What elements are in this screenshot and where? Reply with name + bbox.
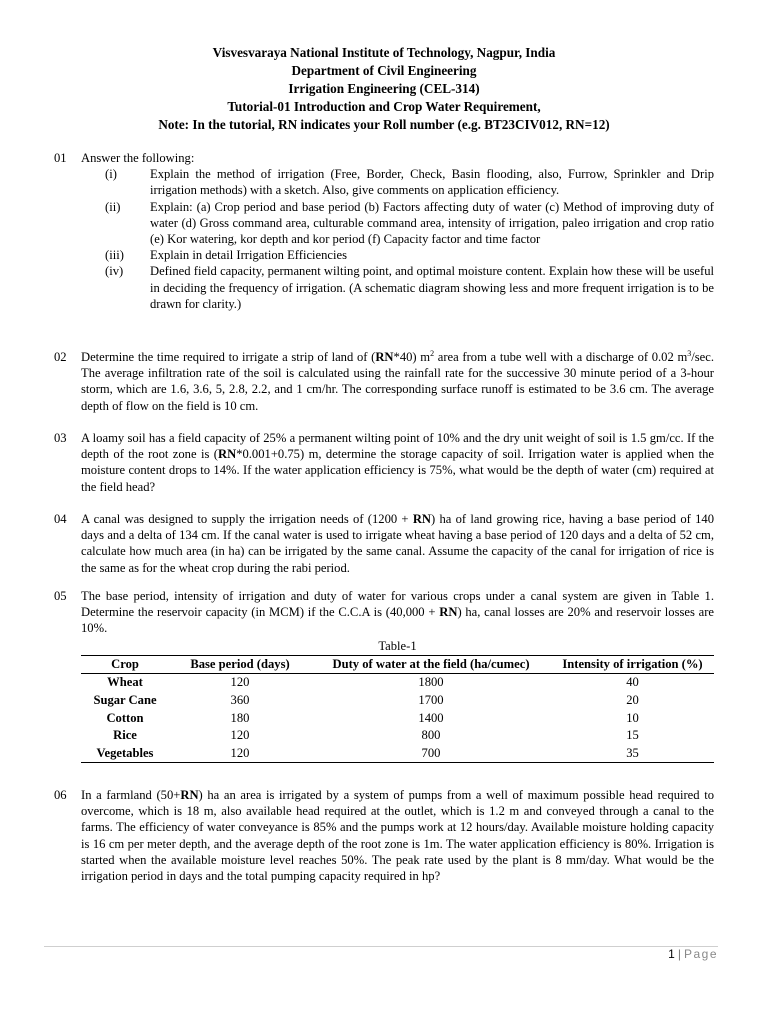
table-cell: 700 [421,745,441,760]
table-cell: 360 [230,693,250,707]
question-text: A canal was designed to supply the irrigation needs of (1200 + RN) ha of land growing rice, having a base period of 140 days and a delta of 134 cm. If the canal water is used to irrigate wheat having a base period of 120 days and a delta of 52 cm, calculate how much area (in ha) can be irrigated by the same canal. Assume the capacity of the canal for irrigation of rice is the same as for the wheat crop during the rabi period. [81,512,714,575]
table-header-row [81,655,714,674]
column-header-intensity: Intensity of irrigation (%) [562,656,703,671]
sub-question-text: Explain in detail Irrigation Efficiencies [150,248,347,263]
page-footer [668,946,718,962]
table-cell: 120 [230,675,250,690]
page-separator: | [677,947,681,961]
table-cell: 120 [230,728,250,743]
sub-question-text: Explain: (a) Crop period and base period (b) Factors affecting duty of water (c) Method of improving duty of water (d) Gross command area, culturable command area, intensity of irrigation, paleo irrigation and crop ratio (e) Kor watering, kor depth and kor period (f) Capacity factor and time factor [150,199,714,247]
table-cell: Vegetables [96,745,154,760]
roman-numeral: (ii) [105,199,121,214]
table-row [81,674,714,692]
department-name: Department of Civil Engineering [291,63,477,78]
table-cell: 20 [626,693,639,707]
table-cell: Cotton [106,710,144,725]
course-title: Irrigation Engineering (CEL-314) [288,81,480,96]
roll-number-note: Note: In the tutorial, RN indicates your Roll number (e.g. BT23CIV012, RN=12) [158,117,610,132]
table-cell: 180 [230,710,250,725]
question-number: 06 [54,788,67,802]
column-header-crop: Crop [111,656,139,671]
table-cell: Rice [113,728,137,743]
roman-numeral: (i) [105,167,117,182]
question-text: Determine the time required to irrigate a strip of land of (RN*40) $m^2$ area from a tube well with a discharge of 0.02 $m^3/\sec$. The average infiltration rate of the soil is calculated using the rainfall rate for the successive 30 minute period of a 3-hour storm, which are 1.6, 3.6, 5, 2.8, 2.2, and 1 cm/hr. The corresponding surface runoff is estimated to be 3.6 cm. The average depth of flow on the field is 10 cm. [81,348,714,413]
table-cell: 35 [626,745,639,760]
question-01 [54,150,714,312]
roman-numeral: (iv) [105,264,124,279]
sub-question-iii [81,247,714,263]
column-header-base-period: Base period (days) [190,656,290,671]
column-header-duty: Duty of water at the field (ha/cumec) [332,656,530,671]
roll-number-variable: RN [180,788,199,802]
table-cell: 40 [626,675,639,690]
question-number: 03 [54,431,67,445]
institute-name: Visvesvaraya National Institute of Technology, Nagpur, India [212,45,556,60]
table-cell: 1400 [418,710,444,725]
table-cell: 1700 [418,693,444,707]
question-text: The base period, intensity of irrigation and duty of water for various crops under a canal system are given in Table 1. Determine the reservoir capacity (in MCM) if the C.C.A is (40,000 + RN) ha, canal losses are 20% and reservoir losses are 10%. [81,589,715,636]
question-text: A loamy soil has a field capacity of 25% a permanent wilting point of 10% and the dry unit weight of soil is 1.5 gm/cc. If the depth of the root zone is (RN*0.001+0.75) m, determine the storage capacity of soil. Irrigation water is applied when the moisture content drops to 14%. If the water application efficiency is 75%, what would be the depth of water (cm) required at the field head? [81,431,714,494]
question-06 [54,787,714,884]
question-number: 02 [54,350,67,364]
table-cell: 120 [230,745,250,760]
table-cell: 10 [626,710,639,725]
question-03 [54,430,714,495]
roll-number-variable: RN [439,605,458,620]
question-04 [54,511,714,576]
table-row [81,745,714,763]
question-intro: Answer the following: [81,151,195,165]
roll-number-variable: RN [375,350,394,364]
table-cell: Sugar Cane [93,693,157,707]
sub-question-iv [81,263,714,312]
question-05 [54,588,714,763]
table-cell: 800 [421,728,441,743]
sub-question-text: Explain the method of irrigation (Free, Border, Check, Basin flooding, also, Furrow, Sprinkler and Drip irrigation methods) with a sketch. Also, give comments on application efficiency. [150,167,714,198]
table-cell: 15 [626,728,639,743]
page-number: 1 [668,947,675,961]
table-cell: Wheat [107,675,143,690]
question-number: 05 [54,589,67,603]
crop-data-table [81,655,714,764]
roll-number-variable: RN [412,512,432,526]
roll-number-variable: RN [217,447,237,462]
table-title: Table-1 [378,638,417,653]
table-row [81,710,714,728]
page-label: Page [683,947,718,961]
document-header [0,44,768,134]
sub-question-i [81,166,714,198]
question-number: 04 [54,512,67,526]
table-cell: 1800 [418,675,444,690]
tutorial-title: Tutorial-01 Introduction and Crop Water Requirement, [227,99,541,114]
table-row [81,692,714,710]
roman-numeral: (iii) [105,248,124,263]
question-02 [54,349,714,414]
question-number: 01 [54,151,67,165]
table-row [81,727,714,745]
sub-question-ii [81,199,714,248]
question-text: In a farmland (50+RN) ha an area is irrigated by a system of pumps from a well of maximum possible head required to overcome, which is 18 m, also available head required at the outlet, which is 1.2 m and conveyed through a canal to the farms. The efficiency of water conveyance is 85% and the pumps work at 12 hours/day. Available moisture holding capacity is 16 cm per meter depth, and the average depth of the root zone is 1m. The water application efficiency is 80%. Irrigation is started when the available moisture level reaches 50%. The peak rate used by the plant is 8 mm/day. What would be the irrigation period in days and the total pumping capacity required in hp? [81,788,715,884]
footer-divider [44,946,718,947]
sub-question-text: Defined field capacity, permanent wilting point, and optimal moisture content. Explain how these will be useful in deciding the frequency of irrigation. (A schematic diagram showing less and more frequent irrigation is to be drawn for clarity.) [150,264,714,311]
